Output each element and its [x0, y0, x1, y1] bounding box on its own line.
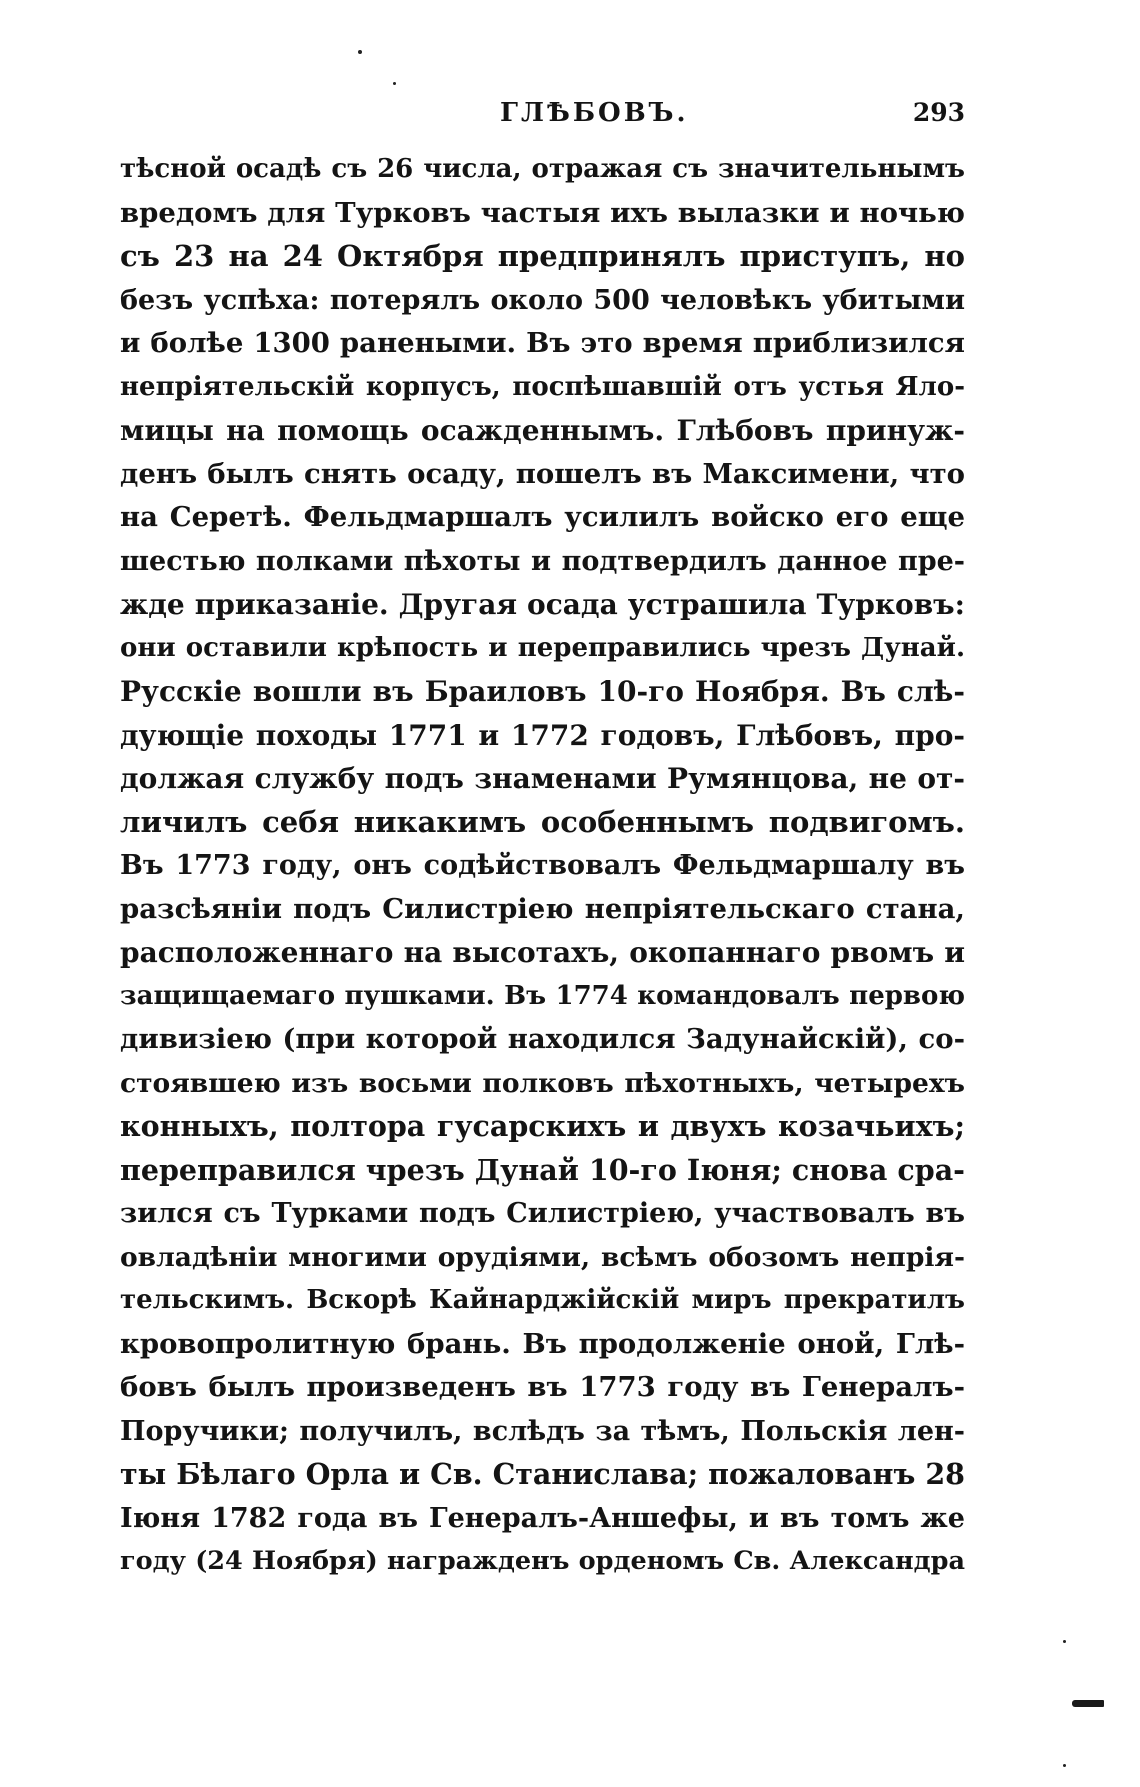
text-line: Іюня 1782 года въ Генералъ-Аншефы, и въ томъ же — [120, 1502, 965, 1534]
text-line: тѣсной осадѣ съ 26 числа, отражая съ значительнымъ — [120, 154, 965, 184]
text-line: году (24 Ноября) награжденъ орденомъ Св. Александра — [120, 1546, 965, 1576]
page-header — [120, 98, 965, 138]
text-line: личилъ себя никакимъ особеннымъ подвигомъ. — [120, 804, 965, 839]
text-line: разсѣяніи подъ Силистріею непріятельскаго стана, — [120, 892, 965, 925]
text-line: Поручики; получилъ, вслѣдъ за тѣмъ, Польскія лен- — [120, 1415, 965, 1447]
text-line: кровопролитную брань. Въ продолженіе оной, Глѣ- — [120, 1327, 965, 1360]
text-line: стоявшею изъ восьми полковъ пѣхотныхъ, четырехъ — [120, 1067, 965, 1099]
text-line: конныхъ, полтора гусарскихъ и двухъ козачьихъ; — [120, 1109, 965, 1143]
text-line: жде приказаніе. Другая осада устрашила Турковъ: — [120, 588, 965, 621]
text-line: овладѣніи многими орудіями, всѣмъ обозомъ непрія- — [120, 1241, 965, 1273]
ink-speck — [358, 50, 362, 54]
ink-speck — [393, 82, 396, 85]
scan-mark — [1072, 1700, 1104, 1707]
text-line: ты Бѣлаго Орла и Св. Станислава; пожалованъ 28 — [120, 1457, 965, 1491]
text-line: переправился чрезъ Дунай 10-го Іюня; снова сра- — [120, 1152, 965, 1187]
text-line: должая службу подъ знаменами Румянцова, не от- — [120, 762, 965, 795]
text-line: зился съ Турками подъ Силистріею, участвовалъ въ — [120, 1198, 965, 1229]
ink-speck — [1063, 1764, 1066, 1767]
text-line: дующіе походы 1771 и 1772 годовъ, Глѣбовъ, про- — [120, 718, 965, 752]
text-line: расположеннаго на высотахъ, окопаннаго рвомъ и — [120, 936, 965, 969]
text-line: они оставили крѣпость и переправились чрезъ Дунай. — [120, 632, 965, 663]
text-line: дивизіею (при которой находился Задунайскій), со- — [120, 1023, 965, 1055]
text-line: бовъ былъ произведенъ въ 1773 году въ Генералъ- — [120, 1371, 965, 1403]
text-line: Въ 1773 году, онъ содѣйствовалъ Фельдмаршалу въ — [120, 850, 965, 881]
body-text — [120, 148, 965, 1584]
ink-speck — [1063, 1640, 1066, 1643]
text-line: безъ успѣха: потерялъ около 500 человѣкъ убитыми — [120, 284, 965, 316]
text-line: защищаемаго пушками. Въ 1774 командовалъ первою — [120, 980, 965, 1011]
text-line: денъ былъ снять осаду, пошелъ въ Максимени, что — [120, 457, 965, 490]
text-line: шестью полками пѣхоты и подтвердилъ данное пре- — [120, 545, 965, 577]
text-line: вредомъ для Турковъ частыя ихъ вылазки и ночью — [120, 196, 965, 229]
text-line: тельскимъ. Вскорѣ Кайнарджійскій миръ прекратилъ — [120, 1285, 965, 1315]
page-number: 293 — [912, 98, 965, 127]
running-title: ГЛѢБОВЪ. — [500, 98, 689, 128]
text-line: на Серетѣ. Фельдмаршалъ усилилъ войско его еще — [120, 501, 965, 533]
text-line: и болѣе 1300 ранеными. Въ это время приблизился — [120, 327, 965, 359]
text-line: съ 23 на 24 Октября предпринялъ приступъ, но — [120, 239, 965, 273]
text-line: мицы на помощь осажденнымъ. Глѣбовъ принуж- — [120, 414, 965, 447]
text-line: Русскіе вошли въ Браиловъ 10-го Ноября. Въ слѣ- — [120, 675, 965, 708]
text-line: непріятельскій корпусъ, поспѣшавшій отъ устья Яло- — [120, 371, 965, 402]
